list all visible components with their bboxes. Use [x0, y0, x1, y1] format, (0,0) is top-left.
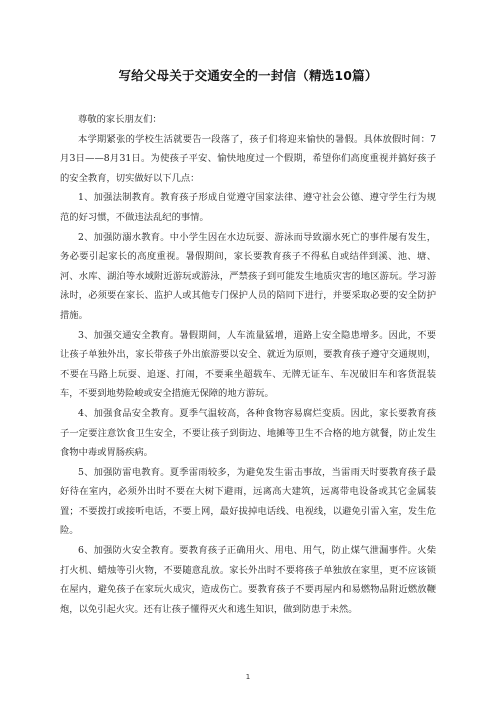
paragraph-fire-safety: 6、加强防火安全教育。要教育孩子正确用火、用电、用气，防止煤气泄漏事件。火柴打火机、蜡烛等引火物，不要随意乱放。家长外出时不要将孩子单独放在家里，更不应该锁在屋内，避免孩子在家玩火成灾，造成伤亡。要教育孩子不要再屋内和易燃物品附近燃放鞭炮，以免引起火灾。还有让孩子懂得灭火和逃生知识，做到防患于未然。: [60, 545, 436, 615]
page-number: 1: [245, 673, 251, 681]
paragraph-traffic-safety: 3、加强交通安全教育。暑假期间，人车流量猛增，道路上安全隐患增多。因此，不要让孩子单独外出，家长带孩子外出旅游要以安全、就近为原则，要教育孩子遵守交通规则，不要在马路上玩耍、追逐、打闹，不要乘坐超载车、无牌无证车、车况破旧车和客货混装车，不要到地势险峻或安全措施无保障的地方游玩。: [60, 329, 436, 400]
paragraph-drowning-prevention: 2、加强防溺水教育。中小学生因在水边玩耍、游泳而导致溺水死亡的事件屡有发生，务必要引起家长的高度重视。暑假期间，家长要教育孩子不得私自或结伴到溪、池、塘、河、水库、湖泊等水域附近游玩或游泳，严禁孩子到可能发生地质灾害的地区游玩。学习游泳时，必须要在家长、监护人或其他专门保护人员的陪同下进行，并要采取必要的安全防护措施。: [60, 231, 436, 321]
paragraph-intro: 本学期紧张的学校生活就要告一段落了，孩子们将迎来愉快的暑假。具体放假时间：7月3日——8月31日。为使孩子平安、愉快地度过一个假期，希望你们高度重视并搞好孩子的安全教育，切实做好以下几点：: [60, 133, 436, 184]
greeting: 尊敬的家长朋友们：: [78, 114, 162, 125]
paragraph-lightning-safety: 5、加强防雷电教育。夏季雷雨较多，为避免发生雷击事故，当雷雨天时要教育孩子最好待在室内，必须外出时不要在大树下避雨，远离高大建筑，远离带电设备或其它金属装置；不要拨打或接听电话，不要上网，最好拔掉电话线、电视线，以避免引雷入室，发生危险。: [60, 466, 436, 537]
paragraph-legal-education: 1、加强法制教育。教育孩子形成自觉遵守国家法律、遵守社会公德、遵守学生行为规范的好习惯，不做违法乱纪的事情。: [60, 192, 436, 223]
document-title: 写给父母关于交通安全的一封信（精选10篇）: [118, 68, 378, 83]
document-body: [60, 110, 436, 619]
paragraph-food-safety: 4、加强食品安全教育。夏季气温较高，各种食物容易腐烂变质。因此，家长要教育孩子一定要注意饮食卫生安全，不要让孩子到街边、地摊等卫生不合格的地方就餐，防止发生食物中毒或胃肠疾病。: [60, 407, 436, 459]
